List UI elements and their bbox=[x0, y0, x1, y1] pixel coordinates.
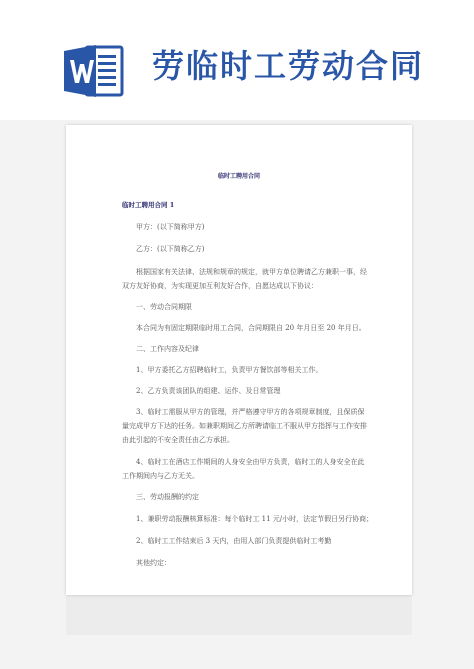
paragraph-line: 工作期间内与乙方无关。 bbox=[122, 472, 199, 480]
paragraph-line: 2、乙方负责该团队的组建、运作、及日常管理 bbox=[136, 387, 281, 395]
document-page bbox=[66, 125, 412, 595]
paragraph-line: 量完成甲方下达的任务。如兼职期间乙方所聘请临工不服从甲方指挥与工作安排 bbox=[122, 422, 367, 430]
document-heading: 临时工聘用合同 bbox=[217, 173, 260, 180]
paragraph-line: 由此引起的不安全责任由乙方承担。 bbox=[122, 436, 234, 444]
section-heading: 一、劳动合同期限 bbox=[136, 303, 192, 311]
paragraph-line: 1、甲方委托乙方招聘临时工，负责甲方餐饮部等相关工作。 bbox=[136, 366, 323, 374]
paragraph-line: 根据国家有关法律、法规和规章的规定，就甲方单位聘请乙方兼职一事，经 bbox=[136, 268, 367, 276]
paragraph-line: 1、兼职劳动报酬核算标准：每个临时工 11 元/小时，法定节假日另行协商； bbox=[136, 515, 374, 523]
party-b-line: 乙方：(以下简称乙方) bbox=[136, 245, 205, 253]
party-a-line: 甲方：(以下简称甲方) bbox=[136, 223, 205, 231]
paragraph-line: 本合同为有固定期限临时用工合同，合同期限自 20 年月日至 20 年月日。 bbox=[136, 324, 366, 332]
paragraph-line: 2、临时工工作结束后 3 天内，由用人部门负责提供临时工考勤 bbox=[136, 537, 332, 545]
page-title: 劳临时工劳动合同 bbox=[152, 47, 425, 85]
word-icon bbox=[62, 43, 124, 99]
document-subheading: 临时工聘用合同 1 bbox=[122, 201, 175, 209]
paragraph-line: 4、临时工在酒店工作期间的人身安全由甲方负责，临时工的人身安全在此 bbox=[136, 458, 365, 466]
paragraph-line: 双方友好协商，为实现更加互利友好合作，自愿达成以下协议： bbox=[122, 282, 318, 290]
section-heading: 三、劳动报酬的约定 bbox=[136, 493, 199, 501]
document-banner bbox=[0, 0, 474, 120]
section-heading: 二、工作内容及纪律 bbox=[136, 345, 199, 353]
paragraph-line: 其他约定： bbox=[136, 559, 171, 567]
paragraph-line: 3、临时工需服从甲方的管理，并严格遵守甲方的各项规章制度，且保质保 bbox=[136, 408, 365, 416]
paper-shadow bbox=[66, 595, 412, 635]
